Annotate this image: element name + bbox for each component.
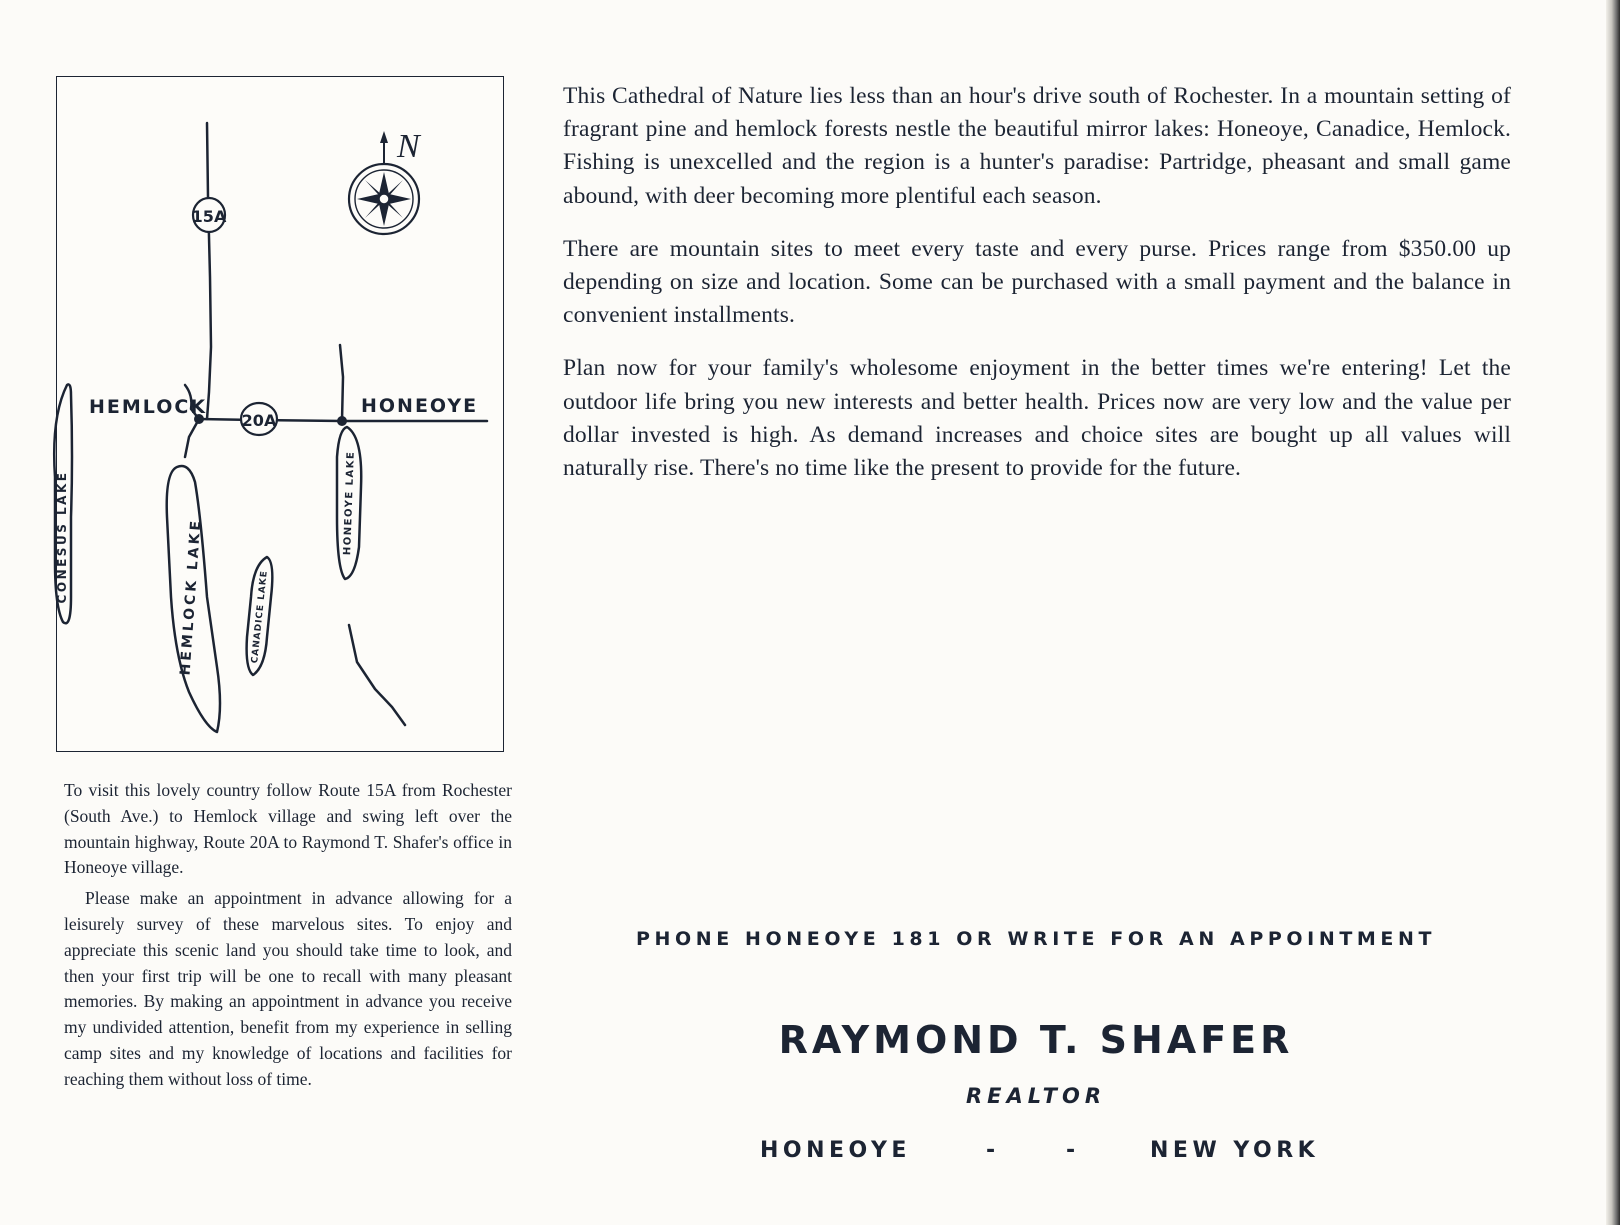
honeoye-lake-label: HONEOYE LAKE [342, 450, 357, 556]
honeoye-north-road [340, 345, 343, 421]
route-20a-label: 20A [241, 411, 277, 430]
book-spine-edge [1606, 0, 1620, 1225]
conesus-lake-label: CONESUS LAKE [55, 470, 69, 604]
realtor-title: REALTOR [965, 1084, 1107, 1108]
honeoye-town-label: HONEOYE [361, 395, 479, 417]
hemlock-lake-label: HEMLOCK LAKE [177, 517, 205, 676]
route-15a-label: 15A [191, 207, 227, 226]
body-paragraph-2: There are mountain sites to meet every taste and every purse. Prices range from $350.00 up depending on size and location. Some can be purchased with a small payment and the balance in convenient installments. [563, 235, 1511, 329]
body-paragraph-1: This Cathedral of Nature lies less than an hour's drive south of Rochester. In a mountain setting of fragrant pine and hemlock forests nestle the beautiful mirror lakes: Honeoye, Canadice, Hemlock. Fishing is unexcelled and the region is a hunter's paradise: Partridge, pheasant and small game abound, with deer becoming more plentiful each season. [563, 83, 1511, 209]
route-15a-road [207, 123, 211, 419]
route-map [56, 76, 504, 752]
north-label: N [397, 128, 420, 165]
hemlock-outlet [185, 419, 199, 457]
phone-line: PHONE HONEOYE 181 OR WRITE FOR AN APPOINTMENT [635, 928, 1437, 950]
honeoye-marker-icon [337, 416, 347, 426]
map-drawing [57, 77, 505, 753]
address-separator-1: - [986, 1138, 1000, 1163]
main-body-text [563, 80, 1511, 505]
canadice-lake-label: CANADICE LAKE [250, 569, 270, 664]
body-paragraph-3: Plan now for your family's wholesome enjoyment in the better times we're entering! Let the outdoor life bring you new interests and better health. Prices now are very low and the value per dollar invested is high. As demand increases and choice sites are bought up all values will naturally rise. There's no time like the present to provide for the future. [563, 355, 1511, 482]
honeoye-inlet [349, 625, 405, 725]
realtor-name: RAYMOND T. SHAFER [778, 1018, 1294, 1062]
directions-text [64, 778, 512, 1098]
directions-paragraph: To visit this lovely country follow Route 15A from Rochester (South Ave.) to Hemlock village and swing left over the mountain highway, Route 20A to Raymond T. Shafer's office in Honeoye village. [64, 780, 512, 878]
route-shield-20a-icon [241, 403, 277, 435]
address-city: HONEOYE [760, 1138, 911, 1163]
address-state: NEW YORK [1150, 1138, 1320, 1163]
hemlock-town-label: HEMLOCK [89, 396, 208, 418]
route-shield-15a-icon [192, 198, 227, 232]
appointment-paragraph: Please make an appointment in advance allowing for a leisurely survey of these marvelous sites. To enjoy and appreciate this scenic land you should take time to look, and then your first trip will be one to recall with many pleasant memories. By making an appointment in advance you receive my undivided attention, benefit from my experience in selling camp sites and my knowledge of locations and facilities for reaching them without loss of time. [64, 888, 512, 1089]
address-separator-2: - [1066, 1138, 1080, 1163]
